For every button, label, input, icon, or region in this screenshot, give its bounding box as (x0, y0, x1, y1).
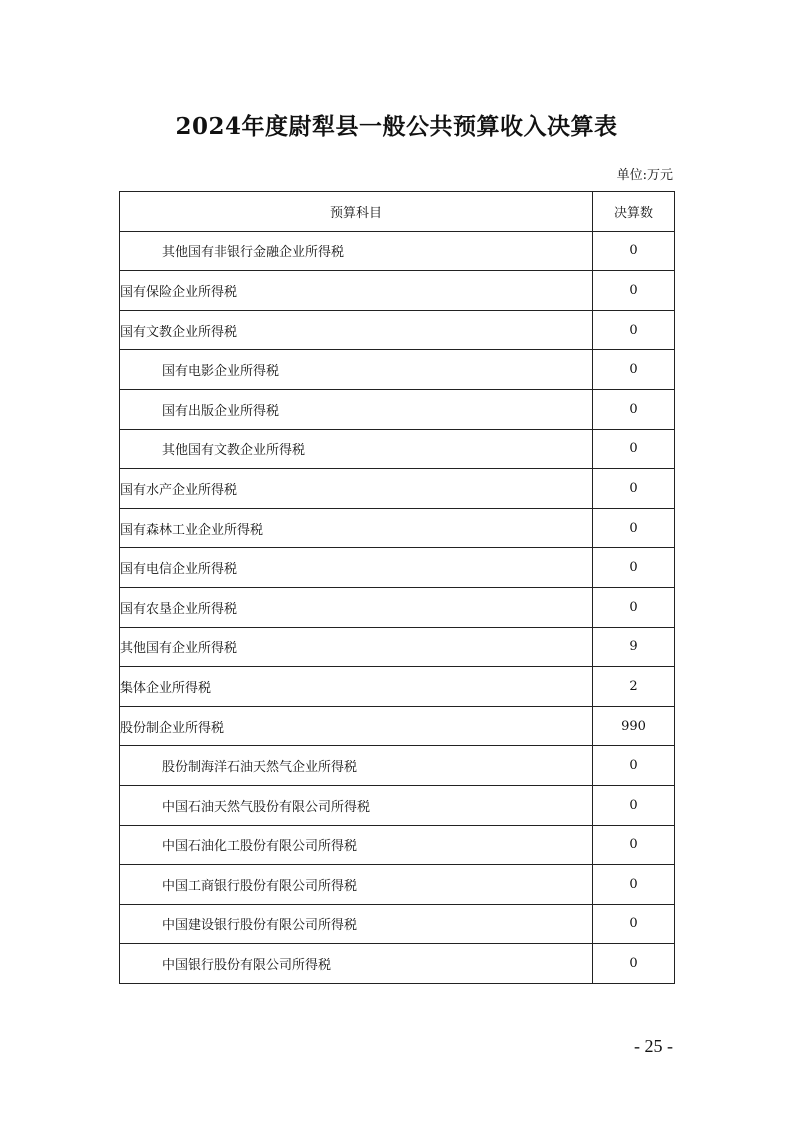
row-amount: 0 (593, 429, 675, 469)
table-row (120, 627, 675, 667)
row-subject: 中国工商银行股份有限公司所得税 (120, 865, 593, 905)
column-header-subject: 预算科目 (120, 192, 593, 232)
row-amount: 0 (593, 350, 675, 390)
row-subject: 国有电影企业所得税 (120, 350, 593, 390)
page-title: 2024年度尉犁县一般公共预算收入决算表 (175, 113, 618, 140)
row-subject: 股份制企业所得税 (120, 706, 593, 746)
row-amount: 0 (593, 231, 675, 271)
table-row (120, 389, 675, 429)
column-header-amount: 决算数 (593, 192, 675, 232)
row-subject: 中国建设银行股份有限公司所得税 (120, 904, 593, 944)
row-amount: 0 (593, 310, 675, 350)
table-row (120, 865, 675, 905)
row-subject: 国有保险企业所得税 (120, 271, 593, 311)
row-amount: 0 (593, 785, 675, 825)
table-row (120, 706, 675, 746)
row-amount: 0 (593, 271, 675, 311)
row-subject: 股份制海洋石油天然气企业所得税 (120, 746, 593, 786)
table-row (120, 667, 675, 707)
row-subject: 中国石油化工股份有限公司所得税 (120, 825, 593, 865)
row-subject: 国有出版企业所得税 (120, 389, 593, 429)
table-body (120, 231, 675, 983)
row-amount: 0 (593, 469, 675, 509)
unit-label: 单位:万元 (616, 168, 673, 183)
row-subject: 国有农垦企业所得税 (120, 587, 593, 627)
row-amount: 0 (593, 389, 675, 429)
row-subject: 中国石油天然气股份有限公司所得税 (120, 785, 593, 825)
table-row (120, 429, 675, 469)
row-amount: 0 (593, 587, 675, 627)
row-subject: 中国银行股份有限公司所得税 (120, 944, 593, 984)
table-row (120, 944, 675, 984)
table-header-row (120, 192, 675, 232)
table-row (120, 469, 675, 509)
row-subject: 集体企业所得税 (120, 667, 593, 707)
row-subject: 国有文教企业所得税 (120, 310, 593, 350)
table-row (120, 310, 675, 350)
row-amount: 0 (593, 825, 675, 865)
table-row (120, 746, 675, 786)
page-number: - 25 - (634, 1036, 673, 1056)
table-row (120, 231, 675, 271)
table-row (120, 548, 675, 588)
row-amount: 0 (593, 548, 675, 588)
row-amount: 0 (593, 865, 675, 905)
row-subject: 其他国有文教企业所得税 (120, 429, 593, 469)
row-subject: 其他国有企业所得税 (120, 627, 593, 667)
table-row (120, 508, 675, 548)
row-amount: 9 (593, 627, 675, 667)
table-row (120, 785, 675, 825)
budget-table (119, 191, 675, 984)
row-subject: 国有水产企业所得税 (120, 469, 593, 509)
table-row (120, 587, 675, 627)
table-row (120, 271, 675, 311)
row-amount: 0 (593, 904, 675, 944)
row-amount: 0 (593, 746, 675, 786)
row-amount: 2 (593, 667, 675, 707)
table-row (120, 350, 675, 390)
row-amount: 0 (593, 508, 675, 548)
row-amount: 990 (593, 706, 675, 746)
row-amount: 0 (593, 944, 675, 984)
row-subject: 国有电信企业所得税 (120, 548, 593, 588)
table-row (120, 904, 675, 944)
row-subject: 其他国有非银行金融企业所得税 (120, 231, 593, 271)
row-subject: 国有森林工业企业所得税 (120, 508, 593, 548)
table-row (120, 825, 675, 865)
